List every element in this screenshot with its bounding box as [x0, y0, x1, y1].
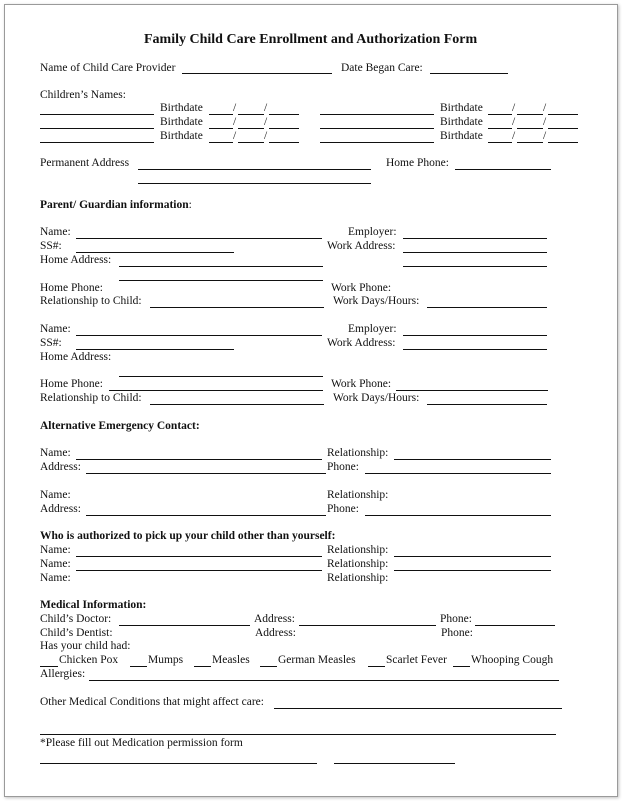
work-address-field[interactable]: [403, 349, 547, 350]
doctor-address-field[interactable]: [299, 625, 436, 626]
emergency-relationship-label: Relationship:: [327, 489, 389, 501]
permanent-address-field-2[interactable]: [138, 183, 371, 184]
whooping-cough-checkbox[interactable]: [453, 666, 470, 667]
pickup-relationship-label: Relationship:: [327, 558, 389, 570]
birthdate-label: Birthdate: [160, 102, 203, 114]
other-conditions-field[interactable]: [274, 708, 562, 709]
home-phone-label: Home Phone:: [386, 157, 449, 169]
home-address-label: Home Address:: [40, 254, 112, 266]
date-separator: /: [264, 116, 268, 128]
date-separator: /: [233, 130, 237, 142]
guardian-home-phone-field[interactable]: [109, 390, 323, 391]
home-address-field[interactable]: [119, 376, 323, 377]
pickup-relationship-label: Relationship:: [327, 572, 389, 584]
date-separator: /: [233, 102, 237, 114]
guardian-home-phone-label: Home Phone:: [40, 282, 103, 294]
relationship-label: Relationship to Child:: [40, 392, 142, 404]
emergency-phone-field[interactable]: [365, 473, 551, 474]
emergency-relationship-field[interactable]: [394, 459, 551, 460]
birth-day-field[interactable]: [238, 114, 264, 115]
employer-label: Employer:: [348, 323, 397, 335]
birth-month-field[interactable]: [488, 128, 512, 129]
emergency-name-field[interactable]: [76, 459, 322, 460]
guardian-home-phone-label: Home Phone:: [40, 378, 103, 390]
doctor-phone-label: Phone:: [440, 613, 472, 625]
childrens-names-label: Children’s Names:: [40, 89, 126, 101]
measles-label: Measles: [212, 654, 250, 666]
dentist-address-label: Address:: [255, 627, 296, 639]
permanent-address-label: Permanent Address: [40, 157, 130, 169]
permanent-address-field[interactable]: [138, 169, 371, 170]
guardian-name-field[interactable]: [76, 238, 322, 239]
birthdate-label: Birthdate: [160, 116, 203, 128]
guardian-name-label: Name:: [40, 323, 71, 335]
doctor-phone-field[interactable]: [475, 625, 555, 626]
birth-month-field[interactable]: [488, 114, 512, 115]
scarlet-fever-checkbox[interactable]: [368, 666, 385, 667]
child-name-field[interactable]: [40, 142, 154, 143]
emergency-name-label: Name:: [40, 447, 71, 459]
child-name-field[interactable]: [320, 142, 434, 143]
ss-field[interactable]: [76, 252, 234, 253]
doctor-address-label: Address:: [254, 613, 295, 625]
emergency-address-field[interactable]: [86, 473, 326, 474]
german-measles-label: German Measles: [278, 654, 356, 666]
pickup-name-label: Name:: [40, 572, 71, 584]
child-name-field[interactable]: [320, 114, 434, 115]
emergency-address-label: Address:: [40, 461, 81, 473]
pickup-name-field[interactable]: [76, 556, 322, 557]
emergency-phone-field[interactable]: [365, 515, 551, 516]
date-separator: /: [543, 130, 547, 142]
mumps-label: Mumps: [148, 654, 184, 666]
birth-year-field[interactable]: [269, 114, 299, 115]
birthdate-label: Birthdate: [160, 130, 203, 142]
pickup-heading: Who is authorized to pick up your child other than yourself:: [40, 530, 336, 542]
home-address-field[interactable]: [119, 266, 323, 267]
provider-field[interactable]: [182, 73, 332, 74]
emergency-address-field[interactable]: [86, 515, 326, 516]
relationship-label: Relationship to Child:: [40, 295, 142, 307]
other-conditions-label: Other Medical Conditions that might affect care:: [40, 696, 264, 708]
birthdate-label: Birthdate: [440, 102, 483, 114]
birth-day-field[interactable]: [238, 142, 264, 143]
illness-question: Has your child had:: [40, 640, 131, 652]
work-phone-label: Work Phone:: [331, 282, 392, 294]
home-phone-field[interactable]: [455, 169, 551, 170]
date-separator: /: [264, 130, 268, 142]
birth-year-field[interactable]: [269, 142, 299, 143]
birth-month-field[interactable]: [209, 128, 233, 129]
birth-year-field[interactable]: [269, 128, 299, 129]
ss-label: SS#:: [40, 337, 62, 349]
birth-day-field[interactable]: [517, 142, 543, 143]
date-separator: /: [543, 102, 547, 114]
home-address-label: Home Address:: [40, 351, 112, 363]
home-address-field-2[interactable]: [119, 280, 323, 281]
guardian-name-field[interactable]: [76, 335, 322, 336]
other-conditions-field-2[interactable]: [40, 734, 556, 735]
date-began-label: Date Began Care:: [341, 62, 423, 74]
work-days-label: Work Days/Hours:: [333, 295, 420, 307]
mumps-checkbox[interactable]: [130, 666, 147, 667]
birthdate-label: Birthdate: [440, 130, 483, 142]
work-days-field[interactable]: [427, 404, 547, 405]
child-name-field[interactable]: [320, 128, 434, 129]
date-separator: /: [512, 130, 516, 142]
pickup-relationship-field[interactable]: [394, 570, 551, 571]
work-phone-field[interactable]: [396, 390, 548, 391]
pickup-relationship-field[interactable]: [394, 556, 551, 557]
work-address-label: Work Address:: [327, 240, 396, 252]
ss-field[interactable]: [76, 349, 234, 350]
employer-field[interactable]: [403, 238, 547, 239]
child-name-field[interactable]: [40, 114, 154, 115]
doctor-label: Child’s Doctor:: [40, 613, 112, 625]
birth-month-field[interactable]: [209, 142, 233, 143]
german-measles-checkbox[interactable]: [260, 666, 277, 667]
relationship-field[interactable]: [150, 307, 324, 308]
medication-note: *Please fill out Medication permission form: [40, 737, 243, 749]
dentist-label: Child’s Dentist:: [40, 627, 113, 639]
emergency-phone-label: Phone:: [327, 461, 359, 473]
birth-day-field[interactable]: [517, 114, 543, 115]
date-separator: /: [512, 102, 516, 114]
dentist-phone-label: Phone:: [441, 627, 473, 639]
measles-checkbox[interactable]: [194, 666, 211, 667]
emergency-phone-label: Phone:: [327, 503, 359, 515]
emergency-address-label: Address:: [40, 503, 81, 515]
date-separator: /: [264, 102, 268, 114]
pickup-name-label: Name:: [40, 558, 71, 570]
date-separator: /: [512, 116, 516, 128]
work-address-field[interactable]: [403, 252, 547, 253]
pickup-relationship-label: Relationship:: [327, 544, 389, 556]
birth-year-field[interactable]: [548, 142, 578, 143]
date-began-field[interactable]: [430, 73, 508, 74]
birth-year-field[interactable]: [548, 114, 578, 115]
allergies-field[interactable]: [89, 680, 559, 681]
birth-day-field[interactable]: [517, 128, 543, 129]
guardian-heading: Parent/ Guardian information:: [40, 199, 192, 211]
birth-year-field[interactable]: [548, 128, 578, 129]
work-phone-label: Work Phone:: [331, 378, 392, 390]
pickup-name-field[interactable]: [76, 570, 322, 571]
whooping-cough-label: Whooping Cough: [471, 654, 554, 666]
work-days-label: Work Days/Hours:: [333, 392, 420, 404]
birth-month-field[interactable]: [488, 142, 512, 143]
pickup-name-label: Name:: [40, 544, 71, 556]
allergies-label: Allergies:: [40, 668, 86, 680]
medical-heading: Medical Information:: [40, 599, 147, 611]
date-separator: /: [233, 116, 237, 128]
birth-month-field[interactable]: [209, 114, 233, 115]
chicken-pox-checkbox[interactable]: [40, 666, 58, 667]
guardian-name-label: Name:: [40, 226, 71, 238]
signature-field[interactable]: [40, 763, 317, 764]
work-address-label: Work Address:: [327, 337, 396, 349]
form-title: Family Child Care Enrollment and Authorization Form: [144, 32, 478, 47]
scarlet-fever-label: Scarlet Fever: [386, 654, 447, 666]
employer-label: Employer:: [348, 226, 397, 238]
birth-day-field[interactable]: [238, 128, 264, 129]
child-name-field[interactable]: [40, 128, 154, 129]
emergency-name-label: Name:: [40, 489, 71, 501]
emergency-heading: Alternative Emergency Contact:: [40, 420, 200, 432]
relationship-field[interactable]: [150, 404, 324, 405]
doctor-field[interactable]: [119, 625, 250, 626]
emergency-relationship-label: Relationship:: [327, 447, 389, 459]
provider-label: Name of Child Care Provider: [40, 62, 176, 74]
work-address-field-2[interactable]: [403, 266, 547, 267]
work-days-field[interactable]: [427, 307, 547, 308]
ss-label: SS#:: [40, 240, 62, 252]
birthdate-label: Birthdate: [440, 116, 483, 128]
signature-date-field[interactable]: [334, 763, 455, 764]
employer-field[interactable]: [403, 335, 547, 336]
chicken-pox-label: Chicken Pox: [59, 654, 119, 666]
date-separator: /: [543, 116, 547, 128]
